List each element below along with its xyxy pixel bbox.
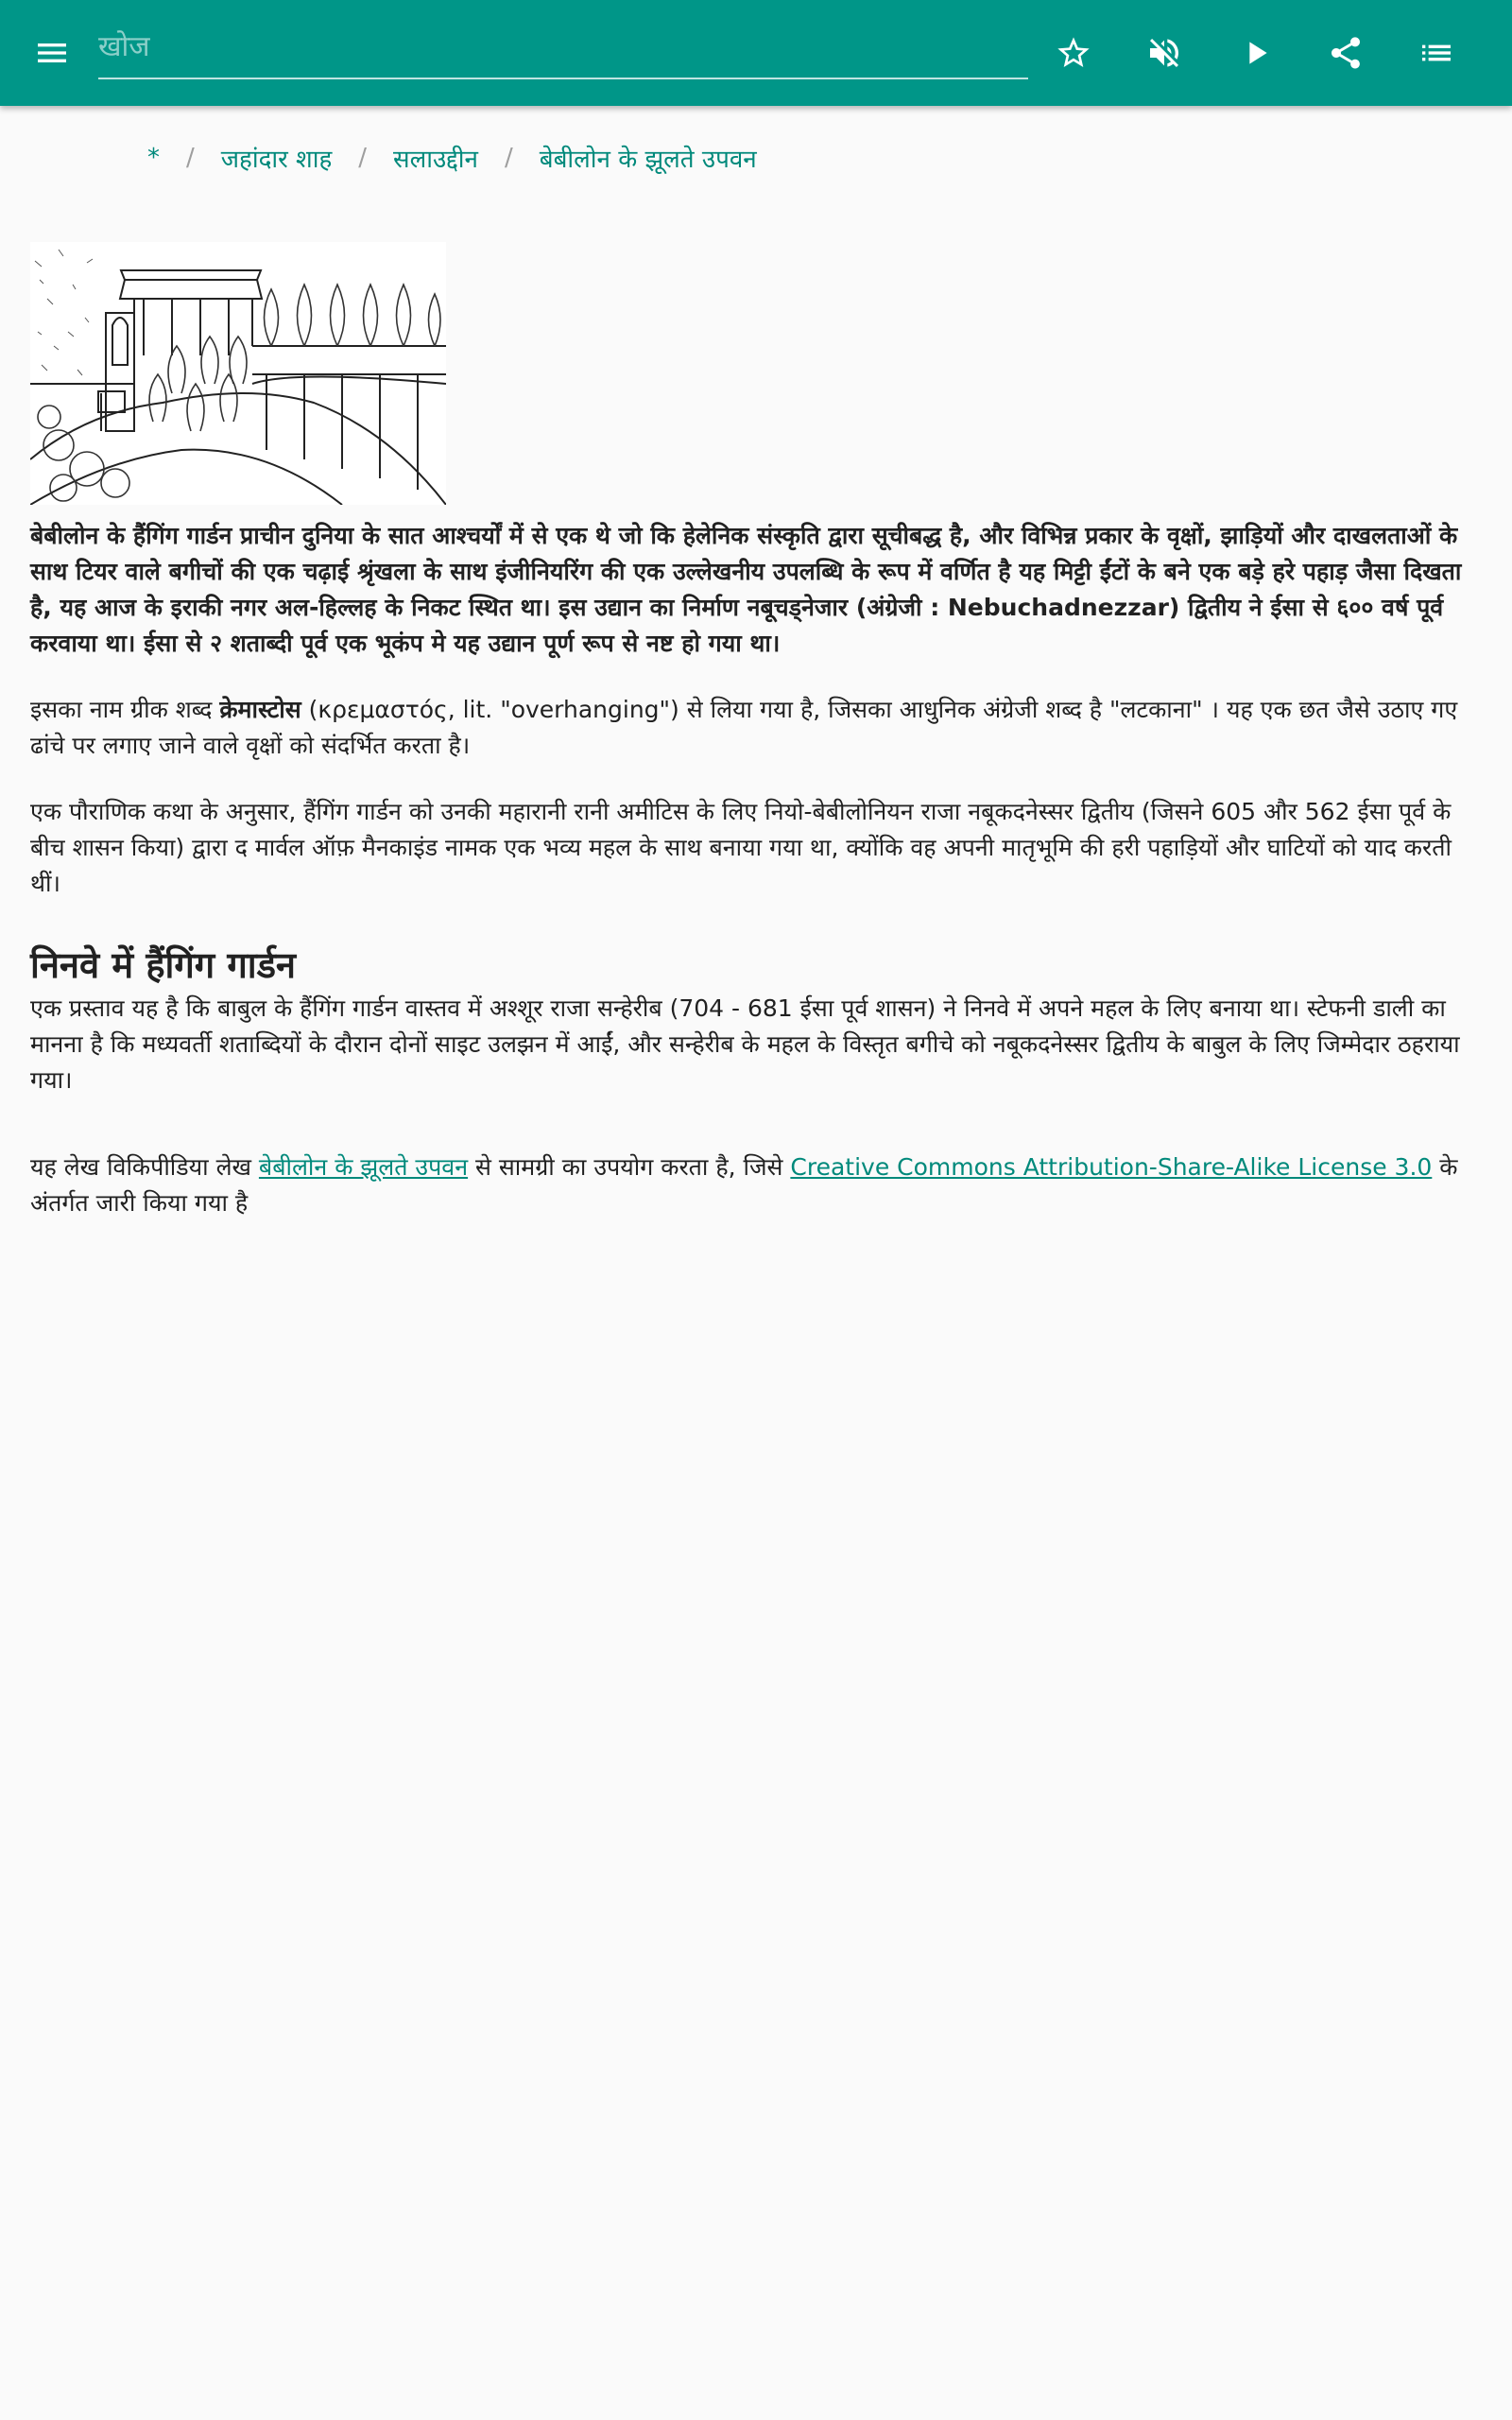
article-lead-paragraph: बेबीलोन के हैंगिंग गार्डन प्राचीन दुनिया के सात आश्चर्यों में से एक थे जो कि हेलेनिक संस्कृति द्वारा सूचीबद्ध है, और विभिन्न प्रकार के वृक्षों, झाड़ियों और दाखलताओं के साथ टियर वाले बगीचों की एक चढ़ाई श्रृंखला के साथ इंजीनियरिंग की एक उल्लेखनीय उपलब्धि के रूप में वर्णित है यह मिट्टी ईंटों के बने एक बड़े हरे पहाड़ जैसा दिखता है, यह आज के इराकी नगर अल-हिल्लह के निकट स्थित था। इस उद्यान का निर्माण नबूचड्नेजार (अंग्रेजी : Nebuchadnezzar) द्वितीय ने ईसा से ६०० वर्ष पूर्व करवाया था। ईसा से २ शताब्दी पूर्व एक भूकंप मे यह उद्यान पूर्ण रूप से नष्ट हो गया था। xyxy=(30,522,1462,657)
article-content xyxy=(30,242,1482,1221)
attribution-footer xyxy=(30,1150,1482,1221)
contents-button[interactable] xyxy=(1406,23,1467,83)
breadcrumb-separator: / xyxy=(186,144,195,172)
favorite-button[interactable] xyxy=(1043,23,1104,83)
star-outline-icon xyxy=(1055,34,1092,72)
hanging-gardens-illustration[interactable] xyxy=(30,242,446,505)
wikipedia-article-link[interactable]: बेबीलोन के झूलते उपवन xyxy=(258,1153,469,1181)
text-segment: यह लेख विकिपीडिया लेख xyxy=(30,1153,259,1181)
share-button[interactable] xyxy=(1315,23,1376,83)
search-input[interactable] xyxy=(98,19,1028,74)
menu-icon xyxy=(33,34,71,72)
share-icon xyxy=(1327,34,1365,72)
text-segment: के अंतर्गत जारी किया गया है xyxy=(30,1153,1458,1217)
menu-button[interactable] xyxy=(22,23,82,83)
search-field[interactable] xyxy=(98,19,1028,79)
mute-button[interactable] xyxy=(1134,23,1194,83)
app-bar xyxy=(0,0,1512,106)
play-icon xyxy=(1237,34,1275,72)
breadcrumb-separator: / xyxy=(358,144,368,172)
breadcrumb-item-saladin[interactable]: सलाउद्दीन xyxy=(393,146,478,174)
breadcrumb-separator: / xyxy=(504,144,513,172)
breadcrumb-item-home[interactable]: * xyxy=(147,144,160,172)
text-segment: इसका नाम ग्रीक शब्द xyxy=(30,696,220,723)
play-button[interactable] xyxy=(1226,23,1286,83)
article-paragraph-etymology xyxy=(30,692,1482,764)
bold-term: क्रेमास्टोस xyxy=(219,696,301,723)
breadcrumb-item-jahandar-shah[interactable]: जहांदार शाह xyxy=(220,146,333,174)
playlist-icon xyxy=(1418,34,1455,72)
text-segment: से सामग्री का उपयोग करता है, जिसे xyxy=(468,1153,791,1181)
article-paragraph-nineveh: एक प्रस्ताव यह है कि बाबुल के हैंगिंग गार्डन वास्तव में अश्शूर राजा सन्हेरीब (704 - 681 ईसा पूर्व शासन) ने निनवे में अपने महल के लिए बनाया था। स्टेफनी डाली का मानना है कि मध्यवर्ती शताब्दियों के दौरान दोनों साइट उलझन में आईं, और सन्हेरीब के महल के विस्तृत बगीचे को नबूकदनेस्सर द्वितीय के बाबुल के लिए जिम्मेदार ठहराया गया। xyxy=(30,994,1460,1094)
breadcrumb-item-current[interactable]: बेबीलोन के झूलते उपवन xyxy=(539,146,757,174)
volume-off-icon xyxy=(1145,34,1183,72)
section-heading-nineveh: निनवे में हैंगिंग गार्डन xyxy=(30,944,297,986)
article-paragraph-legend: एक पौराणिक कथा के अनुसार, हैंगिंग गार्डन को उनकी महारानी रानी अमीटिस के लिए नियो-बेबीलोनियन राजा नबूकदनेस्सर द्वितीय (जिसने 605 और 562 ईसा पूर्व के बीच शासन किया) द्वारा द मार्वल ऑफ़ मैनकाइंड नामक एक भव्य महल के साथ बनाया गया था, क्योंकि वह अपनी मातृभूमि की हरी पहाड़ियों और घाटियों को याद करती थीं। xyxy=(30,798,1452,897)
breadcrumb xyxy=(147,137,757,179)
text-segment: (κρεμαστός, lit. "overhanging") से लिया गया है, जिसका आधुनिक अंग्रेजी शब्द है "लटकाना" । यह एक छत जैसे उठाए गए ढांचे पर लगाए जाने वाले वृक्षों को संदर्भित करता है। xyxy=(30,696,1458,759)
license-link[interactable]: Creative Commons Attribution-Share-Alike License 3.0 xyxy=(790,1153,1433,1181)
